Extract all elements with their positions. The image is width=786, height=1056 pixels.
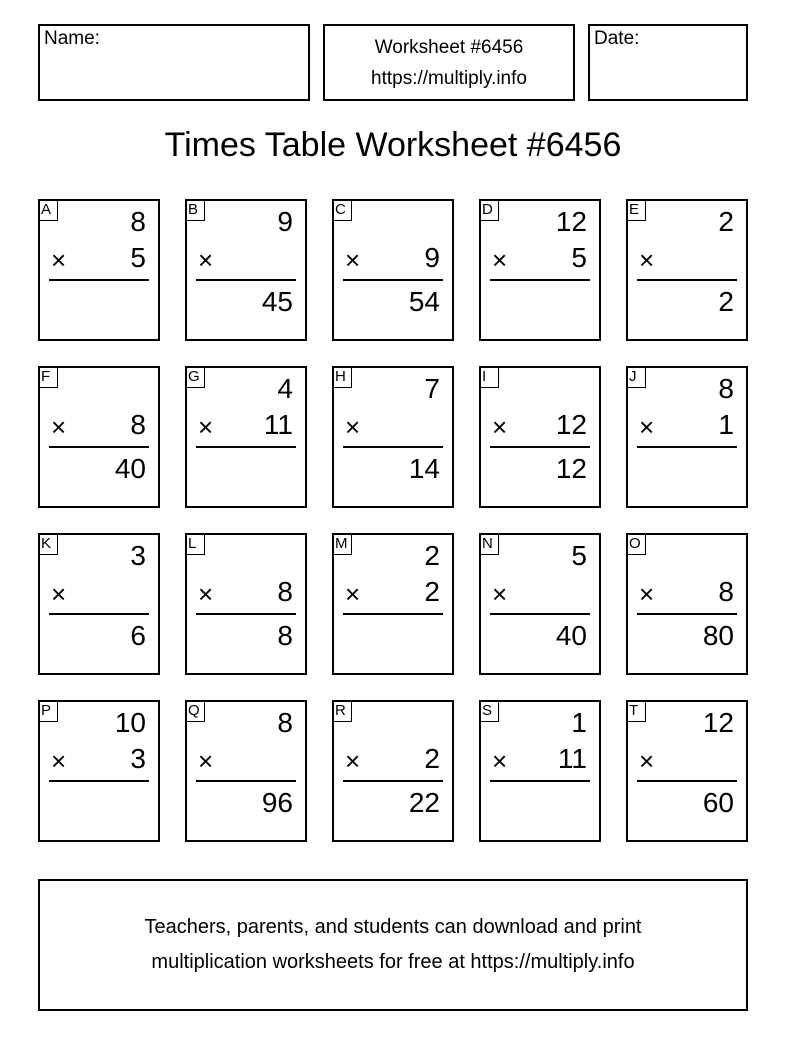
multiplication-sign: × (492, 245, 508, 275)
footer-box (38, 879, 748, 1011)
problem-card (38, 700, 160, 842)
problem-letter: E (626, 199, 646, 221)
date-label: Date: (594, 28, 640, 49)
problem-product: 8 (277, 620, 293, 651)
multiplication-sign: × (639, 579, 655, 609)
answer-line (637, 446, 737, 448)
problem-card (38, 199, 160, 341)
problem-product: 14 (408, 453, 440, 484)
problem-multiplier: 9 (424, 242, 440, 273)
multiplication-sign: × (639, 746, 655, 776)
multiplication-sign: × (639, 412, 655, 442)
problem-product: 96 (261, 787, 293, 818)
problem-multiplier: 3 (130, 743, 146, 774)
problem-letter: O (626, 533, 646, 555)
answer-line (637, 279, 737, 281)
problem-letter: M (332, 533, 352, 555)
answer-line (196, 780, 296, 782)
problem-letter: Q (185, 700, 205, 722)
problem-multiplicand: 8 (718, 373, 734, 404)
problem-multiplicand: 5 (571, 540, 587, 571)
multiplication-sign: × (198, 746, 214, 776)
footer-line-1: Teachers, parents, and students can download and print (144, 916, 642, 938)
multiplication-sign: × (492, 746, 508, 776)
problem-multiplier: 5 (130, 242, 146, 273)
problem-product: 40 (555, 620, 587, 651)
problem-product: 40 (114, 453, 146, 484)
worksheet-number: Worksheet #6456 (374, 37, 524, 58)
problem-product: 45 (261, 286, 293, 317)
answer-line (343, 279, 443, 281)
multiplication-sign: × (492, 579, 508, 609)
problem-letter: T (626, 700, 646, 722)
multiplication-sign: × (345, 245, 361, 275)
problem-multiplicand: 7 (424, 373, 440, 404)
problem-product: 80 (702, 620, 734, 651)
problem-multiplier: 2 (424, 576, 440, 607)
name-label: Name: (44, 28, 100, 49)
answer-line (343, 613, 443, 615)
problem-multiplicand: 8 (130, 206, 146, 237)
problem-letter: D (479, 199, 499, 221)
problem-multiplier: 8 (130, 409, 146, 440)
problem-letter: N (479, 533, 499, 555)
problem-letter: G (185, 366, 205, 388)
problem-letter: S (479, 700, 499, 722)
problem-letter: J (626, 366, 646, 388)
multiplication-sign: × (51, 245, 67, 275)
answer-line (490, 446, 590, 448)
problem-multiplier: 11 (263, 409, 293, 440)
problem-multiplicand: 2 (424, 540, 440, 571)
answer-line (637, 613, 737, 615)
problem-letter: F (38, 366, 58, 388)
answer-line (637, 780, 737, 782)
multiplication-sign: × (51, 579, 67, 609)
multiplication-sign: × (51, 746, 67, 776)
problem-letter: L (185, 533, 205, 555)
problem-product: 12 (555, 453, 587, 484)
answer-line (490, 279, 590, 281)
problem-letter: K (38, 533, 58, 555)
problem-letter: A (38, 199, 58, 221)
problem-card (332, 199, 454, 341)
problem-card (332, 366, 454, 508)
answer-line (49, 279, 149, 281)
problem-multiplicand: 12 (555, 206, 587, 237)
multiplication-sign: × (345, 746, 361, 776)
answer-line (490, 780, 590, 782)
answer-line (196, 279, 296, 281)
multiplication-sign: × (198, 245, 214, 275)
problem-product: 60 (702, 787, 734, 818)
worksheet-website: https://multiply.info (371, 68, 527, 89)
problem-letter: H (332, 366, 352, 388)
problem-letter: R (332, 700, 352, 722)
multiplication-sign: × (198, 412, 214, 442)
answer-line (490, 613, 590, 615)
problem-card (479, 199, 601, 341)
problem-card (479, 700, 601, 842)
problem-product: 54 (408, 286, 440, 317)
multiplication-sign: × (345, 579, 361, 609)
problem-multiplicand: 12 (702, 707, 734, 738)
problem-multiplicand: 2 (718, 206, 734, 237)
problem-card (185, 199, 307, 341)
problem-multiplier: 8 (277, 576, 293, 607)
multiplication-sign: × (51, 412, 67, 442)
multiplication-sign: × (198, 579, 214, 609)
problem-multiplicand: 9 (277, 206, 293, 237)
problem-multiplicand: 10 (114, 707, 146, 738)
problem-card (626, 700, 748, 842)
answer-line (196, 613, 296, 615)
problem-product: 22 (408, 787, 440, 818)
answer-line (49, 780, 149, 782)
problem-multiplicand: 4 (277, 373, 293, 404)
multiplication-sign: × (492, 412, 508, 442)
problem-card (626, 533, 748, 675)
problem-letter: I (479, 366, 499, 388)
problem-product: 6 (130, 620, 146, 651)
problem-card (38, 366, 160, 508)
problem-letter: P (38, 700, 58, 722)
answer-line (49, 446, 149, 448)
problem-letter: C (332, 199, 352, 221)
problem-multiplicand: 3 (130, 540, 146, 571)
problem-card (626, 366, 748, 508)
problem-card (185, 366, 307, 508)
problem-multiplier: 12 (555, 409, 587, 440)
problem-card (479, 533, 601, 675)
problem-multiplier: 1 (718, 409, 734, 440)
name-box (38, 24, 310, 101)
problem-card (626, 199, 748, 341)
problem-card (332, 533, 454, 675)
problem-product: 2 (718, 286, 734, 317)
date-box (588, 24, 748, 101)
footer-line-2: multiplication worksheets for free at https://multiply.info (151, 951, 635, 973)
answer-line (343, 780, 443, 782)
problem-card (38, 533, 160, 675)
answer-line (49, 613, 149, 615)
problem-multiplier: 5 (571, 242, 587, 273)
multiplication-sign: × (639, 245, 655, 275)
problem-card (185, 700, 307, 842)
problem-multiplier: 8 (718, 576, 734, 607)
problem-card (479, 366, 601, 508)
problem-multiplicand: 1 (571, 707, 587, 738)
problem-card (332, 700, 454, 842)
multiplication-sign: × (345, 412, 361, 442)
problem-multiplicand: 8 (277, 707, 293, 738)
problem-multiplier: 11 (557, 743, 587, 774)
answer-line (343, 446, 443, 448)
page-title: Times Table Worksheet #6456 (164, 126, 622, 164)
worksheet-info-box (323, 24, 575, 101)
problem-letter: B (185, 199, 205, 221)
problem-card (185, 533, 307, 675)
answer-line (196, 446, 296, 448)
problem-multiplier: 2 (424, 743, 440, 774)
